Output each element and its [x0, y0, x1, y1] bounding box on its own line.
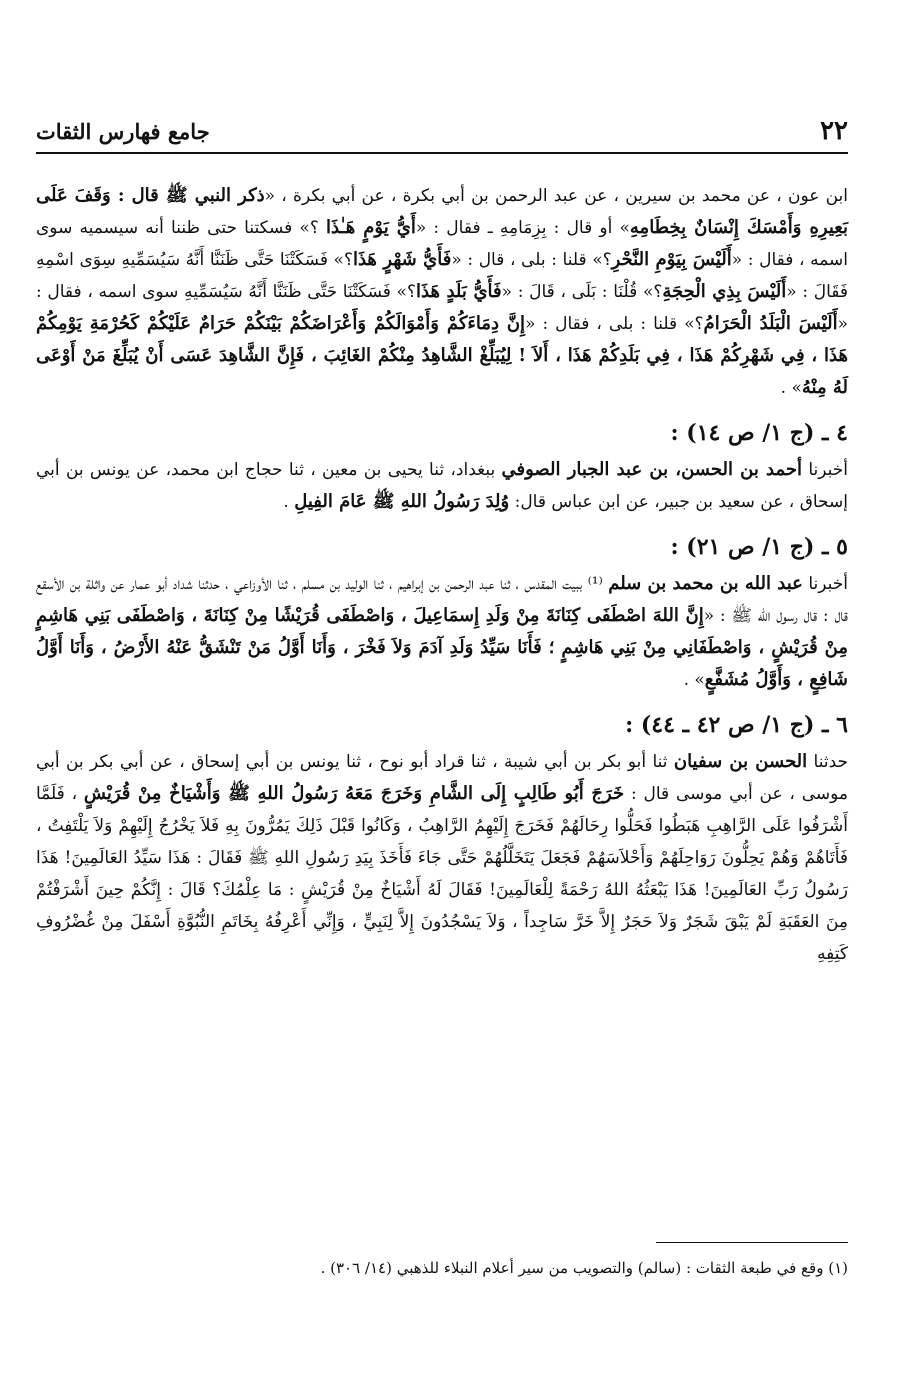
page-header	[36, 113, 848, 149]
section-heading: ٦ ـ (ج ١/ ص ٤٢ ـ ٤٤) :	[625, 712, 848, 738]
footnote: (١) وقع في طبعة الثقات : (سالم) والتصويب من سير أعلام النبلاء للذهبي (١٤/ ٣٠٦) .	[320, 1259, 848, 1277]
hadith-paragraph: حدثنا الحسن بن سفيان ثنا أبو بكر بن أبي شيبة ، ثنا قراد أبو نوح ، ثنا يونس بن أبي إسحاق ، عن أبي بكر بن أبي موسى ، عن أبي موسى قال : خَرَجَ أَبُو طَالِبٍ إِلَى الشَّامِ وَخَرَجَ مَعَهُ رَسُولُ اللهِ ﷺ وَأَشْيَاخٌ مِنْ قُرَيْشٍ ، فَلَمَّا أَشْرَفُوا عَلَى الرَّاهِبِ هَبَطُوا فَحَلُّوا رِحَالَهُمْ فَخَرَجَ إِلَيْهِمُ الرَّاهِبُ ، وَكَانُوا قَبْلَ ذَلِكَ يَمُرُّونَ بِهِ فَلاَ يَخْرُجُ إِلَيْهِمْ وَلاَ يَلْتَفِتُ ، فَأَتَاهُمْ وَهُمْ يَحِلُّونَ رَوَاحِلَهُمْ وَأَحْلاَسَهُمْ فَجَعَلَ يَتَخَلَّلُهُمْ حَتَّى جَاءَ فَأَخَذَ بِيَدِ رَسُولِ اللهِ ﷺ فَقَالَ : هَذَا سَيِّدُ العَالَمِينَ! هَذَا رَسُولُ رَبِّ العَالَمِينَ! هَذَا يَبْعَثُهُ اللهُ رَحْمَةً لِلْعَالَمِينَ! فَقَالَ لَهُ أَشْيَاخٌ مِنْ قُرَيْشٍ : مَا عِلْمُكَ؟ قَالَ : إِنَّكُمْ حِينَ أَشْرَفْتُمْ مِنَ العَقَبَةِ لَمْ يَبْقَ شَجَرٌ وَلاَ حَجَرٌ إِلاَّ خَرَّ سَاجِداً ، وَلاَ يَسْجُدُونَ إِلاَّ لِنَبِيٍّ ، وَإِنِّي أَعْرِفُهُ بِخَاتَمِ النُّبُوَّةِ أَسْفَلَ مِنْ غُضْرُوفِ كَتِفِهِ	[36, 751, 849, 964]
hadith-paragraph: أخبرنا أحمد بن الحسن، بن عبد الجبار الصوفي ببغداد، ثنا يحيى بن معين ، ثنا حجاج ابن محمد، عن يونس بن أبي إسحاق ، عن سعيد بن جبير، عن ابن عباس قال: وُلِدَ رَسُولُ اللهِ ﷺ عَامَ الفِيلِ .	[36, 459, 849, 512]
section-heading: ٤ ـ (ج ١/ ص ١٤) :	[670, 420, 848, 446]
section-heading: ٥ ـ (ج ١/ ص ٢١) :	[670, 534, 848, 560]
header-rule	[36, 152, 848, 154]
footnote-rule	[656, 1242, 848, 1243]
hadith-paragraph: أخبرنا عبد الله بن محمد بن سلم ⁽¹⁾ ببيت المقدس ، ثنا عبد الرحمن بن إبراهيم ، ثنا الوليد بن مسلم ، ثنا الأوزاعي ، حدثنا شداد أبو عمار عن واثلة بن الأسقع قال : قال رسول الله ﷺ : «إِنَّ اللهَ اصْطَفَى كِنَانَةَ مِنْ وَلَدِ إِسمَاعِيلَ ، وَاصْطَفَى قُرَيْشًا مِنْ كِنَانَةَ ، وَاصْطَفَى بَنِي هَاشِمٍ مِنْ قُرَيْشٍ ، وَاصْطَفَانِي مِنْ بَنِي هَاشِمٍ ؛ فَأَنَا سَيِّدُ وَلَدِ آدَمَ وَلاَ فَخْرَ ، وَأَنَا أَوَّلُ مَنْ تَنْشَقُّ عَنْهُ الأَرْضُ ، وَأَنَا أَوَّلُ شَافِعٍ ، وَأَوَّلُ مُشَفَّعٍ» .	[36, 573, 848, 690]
running-title: جامع فهارس الثقات	[36, 118, 210, 144]
body-text	[36, 180, 848, 970]
page-number: ٢٢	[820, 116, 848, 146]
hadith-paragraph: ابن عون ، عن محمد بن سيرين ، عن عبد الرحمن بن أبي بكرة ، عن أبي بكرة ، «ذكر النبي ﷺ قال : وَقَفَ عَلَى بَعِيرِهِ وَأَمْسَكَ إِنْسَانٌ بِخِطَامِهِ» أو قال : بِزِمَامِهِ ـ فقال : «أَيُّ يَوْمٍ هَـٰذَا ؟» فسكتنا حتى ظننا أنه سيسميه سوى اسمه ، فقال : «أَلَيْسَ بِيَوْمِ النَّحْرِ؟» قلنا : بلى ، قال : «فَأَيُّ شَهْرٍ هَذَا؟» فَسَكَتْنَا حَتَّى ظَنَنَّا أَنَّهُ سَيُسَمِّيهِ سِوَى اسْمِهِ فَقَالَ : «أَلَيْسَ بِذِي الْحِجَةِ؟» قُلْنَا : بَلَى ، قَالَ : «فَأَيُّ بَلَدٍ هَذَا؟» فَسَكَتْنَا حَتَّى ظَنَنَّا أَنَّهُ سَيُسَمِّيهِ سوى اسمه ، فقال : «أَلَيْسَ الْبَلَدُ الْحَرَامُ؟» قلنا : بلى ، فقال : «إِنَّ دِمَاءَكُمْ وَأَمْوَالَكُمْ وَأَعْرَاضَكُمْ بَيْنَكُمْ حَرَامٌ عَلَيْكُمْ كَحُرْمَةِ يَوْمِكُمْ هَذَا ، فِي شَهْرِكُمْ هَذَا ، فِي بَلَدِكُمْ هَذَا ، أَلاَ ! لِيُبَلِّغْ الشَّاهِدُ مِنْكُمْ الغَائِبَ ، فَإِنَّ الشَّاهِدَ عَسَى أَنْ يُبَلِّغَ مَنْ أَوْعَى لَهُ مِنْهُ» .	[36, 185, 849, 398]
